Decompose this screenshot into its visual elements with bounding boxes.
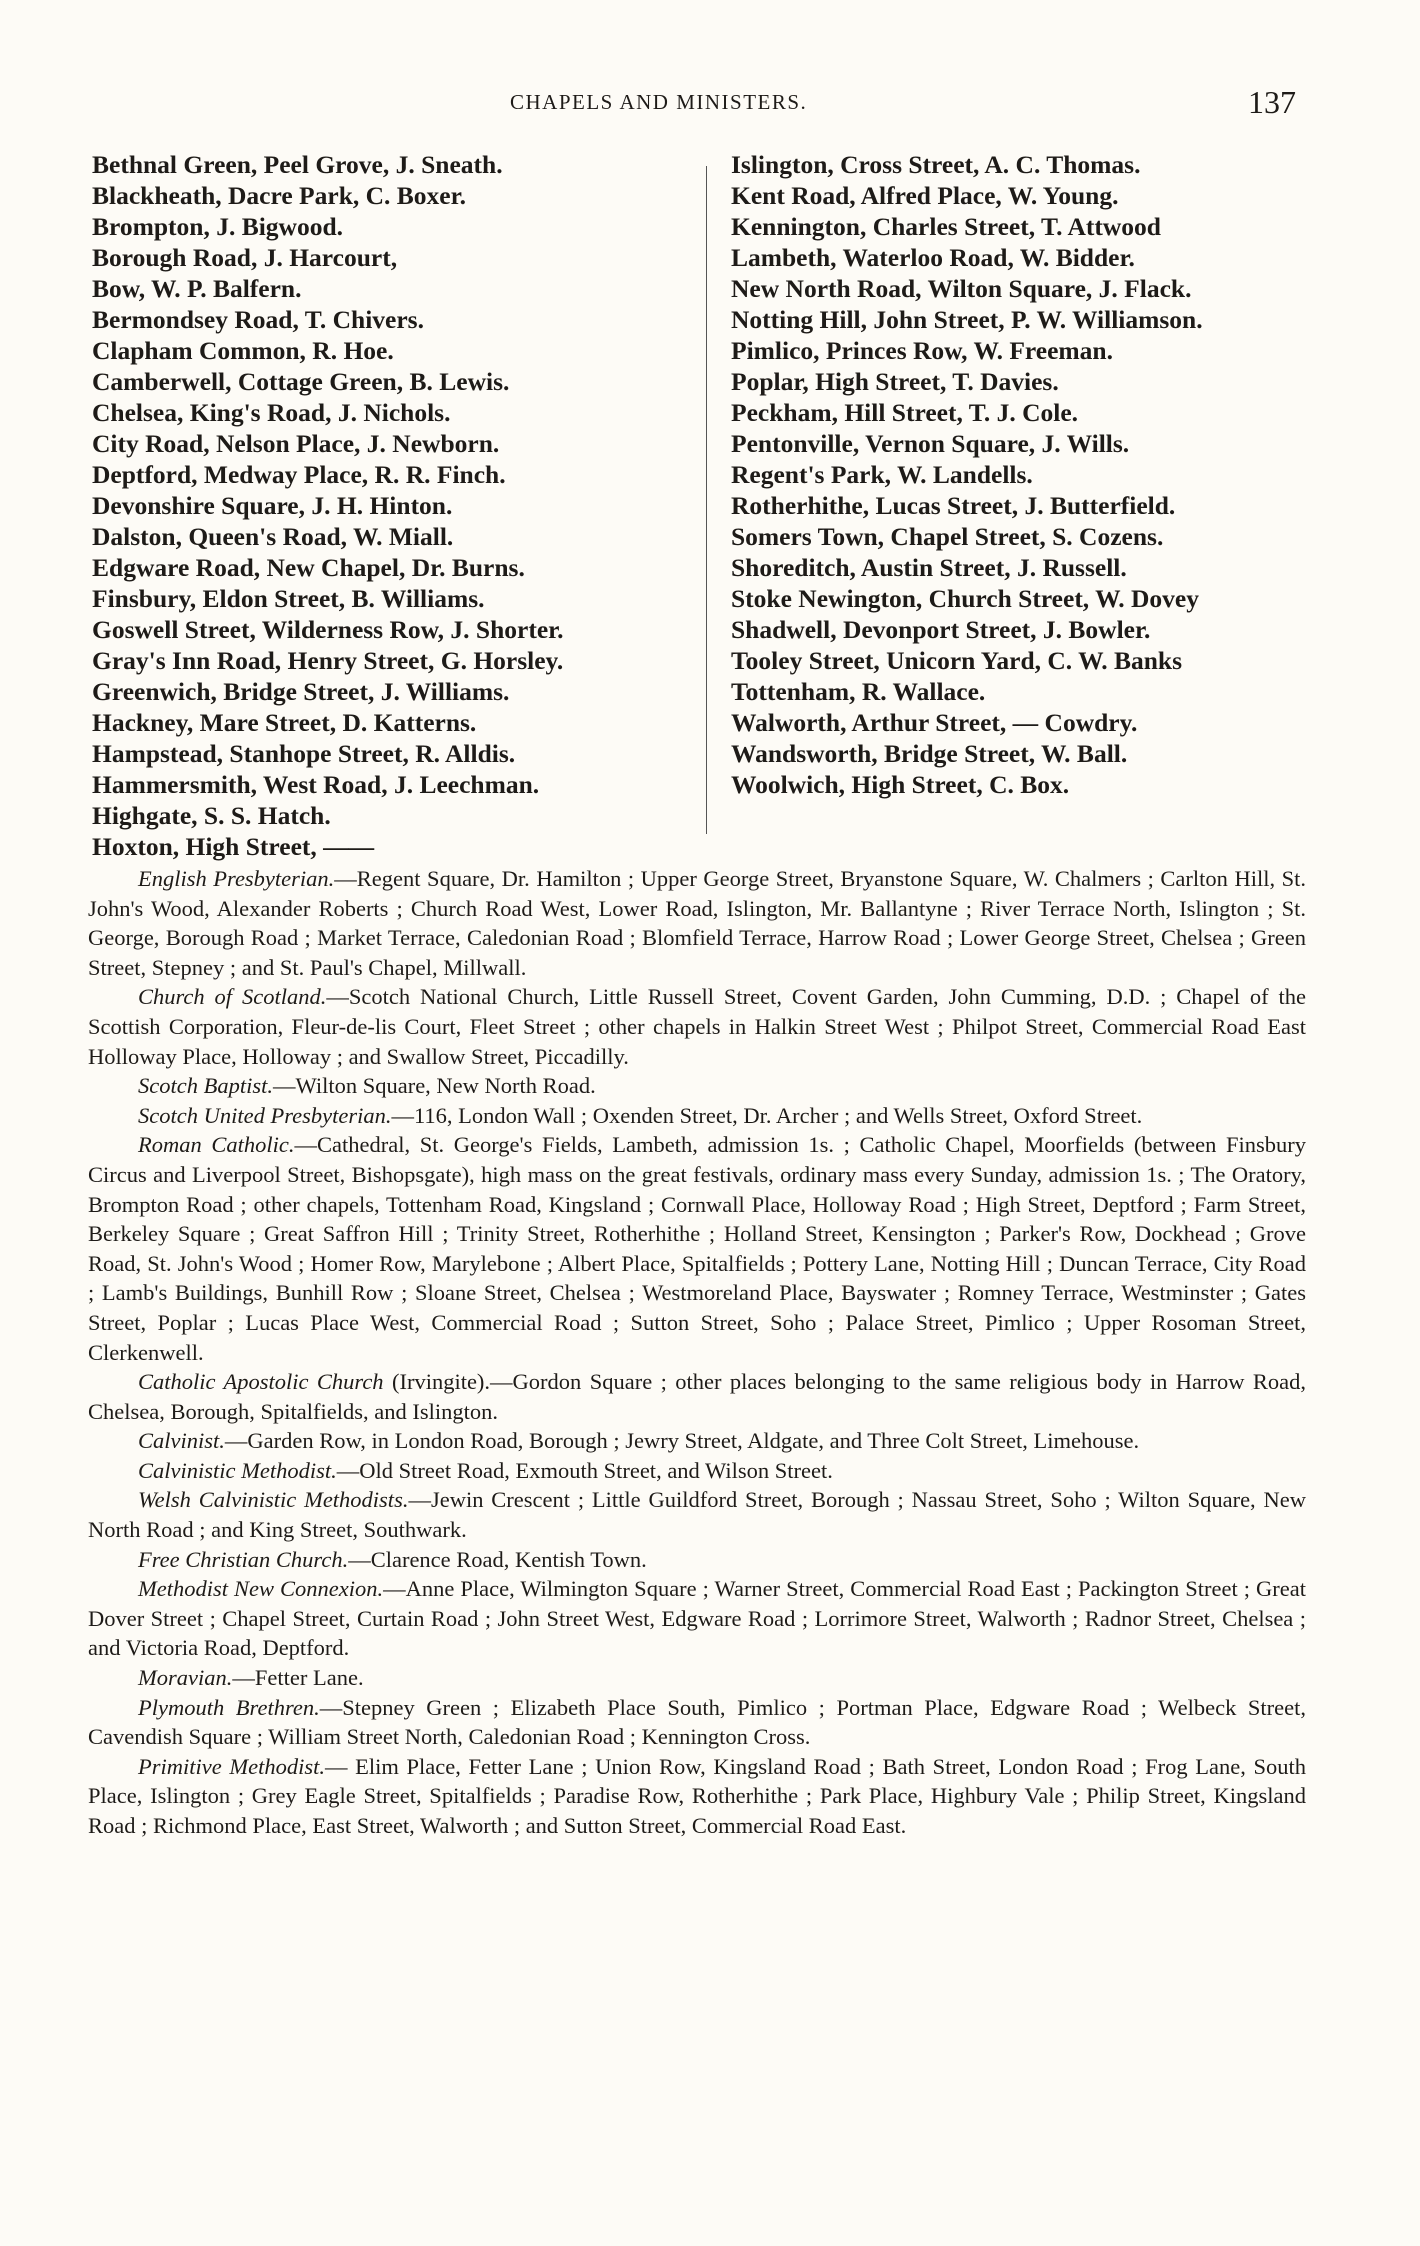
chapel-entry: Poplar, High Street, T. Davies.	[731, 367, 1059, 396]
chapel-entry: Kent Road, Alfred Place, W. Young.	[731, 181, 1119, 210]
page-number: 137	[1248, 84, 1296, 120]
denomination-locations: — Elim Place, Fetter Lane ; Union Row, Kingsland Road ; Bath Street, London Road ; Frog Lane, South Place, Islington ; Grey Eagle Street, Spitalfields ; Paradise Row, Rotherhithe ; Park Place, Highbury Vale ; Philip Street, Kingsland Road ; Richmond Place, East Street, Walworth ; and Sutton Street, Commercial Road East.	[88, 1753, 1306, 1838]
chapel-entry: Camberwell, Cottage Green, B. Lewis.	[92, 367, 510, 396]
chapel-entry: Stoke Newington, Church Street, W. Dovey	[731, 584, 1199, 613]
chapel-entry: Goswell Street, Wilderness Row, J. Shorter.	[92, 615, 564, 644]
chapel-entry: Bethnal Green, Peel Grove, J. Sneath.	[92, 150, 503, 179]
chapel-entry: Brompton, J. Bigwood.	[92, 212, 344, 241]
denomination-locations: —Fetter Lane.	[232, 1665, 364, 1691]
left-chapel-list	[92, 149, 687, 862]
chapel-entry: Woolwich, High Street, C. Box.	[731, 770, 1070, 799]
chapel-entry: Tottenham, R. Wallace.	[731, 677, 986, 706]
chapel-entry: Devonshire Square, J. H. Hinton.	[92, 491, 453, 520]
denomination-paragraph	[88, 864, 1306, 982]
denomination-paragraph	[88, 1456, 1306, 1486]
denomination-paragraph	[88, 1101, 1306, 1131]
denomination-name: Primitive Methodist.	[138, 1753, 325, 1779]
chapel-entry: Pimlico, Princes Row, W. Freeman.	[731, 336, 1113, 365]
denomination-paragraph	[88, 1426, 1306, 1456]
denomination-locations: —Stepney Green ; Elizabeth Place South, Pimlico ; Portman Place, Edgware Road ; Welbeck Street, Cavendish Square ; William Street North, Caledonian Road ; Kennington Cross.	[88, 1694, 1306, 1750]
chapel-entry: Chelsea, King's Road, J. Nichols.	[92, 398, 451, 427]
denomination-locations: —Clarence Road, Kentish Town.	[348, 1546, 647, 1572]
denomination-locations: —Regent Square, Dr. Hamilton ; Upper George Street, Bryanstone Square, W. Chalmers ; Carlton Hill, St. John's Wood, Alexander Roberts ; Church Road West, Lower Road, Islington, Mr. Ballantyne ; River Terrace North, Islington ; St. George, Borough Road ; Market Terrace, Caledonian Road ; Blomfield Terrace, Harrow Road ; Lower George Street, Chelsea ; Green Street, Stepney ; and St. Paul's Chapel, Millwall.	[88, 866, 1306, 980]
denomination-name: Welsh Calvinistic Methodists.	[138, 1487, 409, 1513]
chapel-entry: Hoxton, High Street, ——	[92, 832, 375, 861]
denomination-paragraph	[88, 1367, 1306, 1426]
chapel-entry: Pentonville, Vernon Square, J. Wills.	[731, 429, 1130, 458]
denomination-paragraph	[88, 1693, 1306, 1752]
chapel-entry: Dalston, Queen's Road, W. Miall.	[92, 522, 454, 551]
chapel-entry: Hammersmith, West Road, J. Leechman.	[92, 770, 540, 799]
chapel-entry: Hackney, Mare Street, D. Katterns.	[92, 708, 477, 737]
denomination-locations: —116, London Wall ; Oxenden Street, Dr. Archer ; and Wells Street, Oxford Street.	[391, 1102, 1143, 1128]
denomination-locations: (Irvingite).—Gordon Square ; other places belonging to the same religious body in Harrow Road, Chelsea, Borough, Spitalfields, and Islington.	[88, 1369, 1307, 1424]
chapel-entry: Notting Hill, John Street, P. W. Williamson.	[731, 305, 1203, 334]
chapel-entry: Somers Town, Chapel Street, S. Cozens.	[731, 522, 1164, 551]
chapel-entry: Wandsworth, Bridge Street, W. Ball.	[731, 739, 1128, 768]
denomination-name: Calvinistic Methodist.	[138, 1457, 337, 1483]
denomination-locations: —Old Street Road, Exmouth Street, and Wilson Street.	[336, 1457, 833, 1483]
chapel-entry: Islington, Cross Street, A. C. Thomas.	[731, 150, 1141, 179]
chapel-entry: Hampstead, Stanhope Street, R. Alldis.	[92, 739, 516, 768]
chapel-entry: Shoreditch, Austin Street, J. Russell.	[731, 553, 1127, 582]
right-chapel-list	[731, 149, 1303, 800]
chapel-entry: Blackheath, Dacre Park, C. Boxer.	[92, 181, 466, 210]
denomination-name: English Presbyterian.	[138, 866, 335, 891]
denomination-name: Methodist New Connexion.	[138, 1576, 384, 1602]
denomination-name: Plymouth Brethren.	[138, 1694, 320, 1720]
running-title: CHAPELS AND MINISTERS.	[510, 90, 808, 114]
chapel-entry: Borough Road, J. Harcourt,	[92, 243, 398, 272]
denomination-paragraph	[88, 1663, 1306, 1693]
denomination-paragraph	[88, 1752, 1306, 1841]
chapel-entry: Edgware Road, New Chapel, Dr. Burns.	[92, 553, 525, 582]
chapel-entry: Clapham Common, R. Hoe.	[92, 336, 394, 365]
denominations-list	[88, 864, 1306, 1841]
column-divider	[706, 166, 707, 834]
chapel-entry: Kennington, Charles Street, T. Attwood	[731, 212, 1161, 241]
chapel-entry: City Road, Nelson Place, J. Newborn.	[92, 429, 500, 458]
chapel-entry: Walworth, Arthur Street, — Cowdry.	[731, 708, 1138, 737]
denomination-name: Calvinist.	[138, 1428, 225, 1454]
chapel-entry: Lambeth, Waterloo Road, W. Bidder.	[731, 243, 1135, 272]
denomination-paragraph	[88, 1574, 1306, 1663]
denomination-name: Catholic Apostolic Church	[138, 1369, 384, 1395]
chapel-entry: Rotherhithe, Lucas Street, J. Butterfield.	[731, 491, 1176, 520]
chapel-entry: Tooley Street, Unicorn Yard, C. W. Banks	[731, 646, 1183, 675]
chapel-entry: Greenwich, Bridge Street, J. Williams.	[92, 677, 510, 706]
denomination-locations: —Jewin Crescent ; Little Guildford Street, Borough ; Nassau Street, Soho ; Wilton Square, New North Road ; and King Street, Southwark.	[88, 1487, 1306, 1543]
chapel-entry: Bow, W. P. Balfern.	[92, 274, 302, 303]
denomination-paragraph	[88, 1130, 1306, 1367]
denomination-locations: —Cathedral, St. George's Fields, Lambeth, admission 1s. ; Catholic Chapel, Moorfields (between Finsbury Circus and Liverpool Street, Bishopsgate), high mass on the great festivals, ordinary mass every Sunday, admission 1s. ; The Oratory, Brompton Road ; other chapels, Tottenham Road, Kingsland ; Cornwall Place, Holloway Road ; High Street, Deptford ; Farm Street, Berkeley Square ; Great Saffron Hill ; Trinity Street, Rotherhithe ; Holland Street, Kensington ; Parker's Row, Dockhead ; Grove Road, St. John's Wood ; Homer Row, Marylebone ; Albert Place, Spitalfields ; Pottery Lane, Notting Hill ; Duncan Terrace, City Road ; Lamb's Buildings, Bunhill Row ; Sloane Street, Chelsea ; Westmoreland Place, Bayswater ; Romney Terrace, Westminster ; Gates Street, Poplar ; Lucas Place West, Commercial Road ; Sutton Street, Soho ; Palace Street, Pimlico ; Upper Rosoman Street, Clerkenwell.	[88, 1132, 1306, 1365]
denomination-locations: —Wilton Square, New North Road.	[272, 1073, 596, 1099]
denomination-locations: —Garden Row, in London Road, Borough ; Jewry Street, Aldgate, and Three Colt Street, Limehouse.	[224, 1428, 1140, 1454]
denomination-locations: —Anne Place, Wilmington Square ; Warner Street, Commercial Road East ; Packington Street ; Great Dover Street ; Chapel Street, Curtain Road ; John Street West, Edgware Road ; Lorrimore Street, Walworth ; Radnor Street, Chelsea ; and Victoria Road, Deptford.	[88, 1576, 1306, 1661]
chapel-entry: Peckham, Hill Street, T. J. Cole.	[731, 398, 1079, 427]
denomination-paragraph	[88, 1485, 1306, 1544]
page-header	[0, 84, 1420, 124]
chapel-entry: Finsbury, Eldon Street, B. Williams.	[92, 584, 485, 613]
chapel-entry: Gray's Inn Road, Henry Street, G. Horsley.	[92, 646, 564, 675]
chapel-entry: New North Road, Wilton Square, J. Flack.	[731, 274, 1192, 303]
denomination-name: Church of Scotland.	[138, 984, 327, 1010]
denomination-name: Scotch Baptist.	[138, 1073, 273, 1099]
chapel-entry: Regent's Park, W. Landells.	[731, 460, 1033, 489]
denomination-paragraph	[88, 1545, 1306, 1575]
chapel-entry: Deptford, Medway Place, R. R. Finch.	[92, 460, 506, 489]
denomination-paragraph	[88, 982, 1306, 1071]
denomination-locations: —Scotch National Church, Little Russell Street, Covent Garden, John Cumming, D.D. ; Chapel of the Scottish Corporation, Fleur-de-lis Court, Fleet Street ; other chapels in Halkin Street West ; Philpot Street, Commercial Road East Holloway Place, Holloway ; and Swallow Street, Piccadilly.	[88, 984, 1306, 1069]
denomination-name: Scotch United Presbyterian.	[138, 1102, 392, 1128]
denomination-name: Free Christian Church.	[138, 1546, 349, 1572]
chapel-entry: Bermondsey Road, T. Chivers.	[92, 305, 424, 334]
chapel-entry: Shadwell, Devonport Street, J. Bowler.	[731, 615, 1151, 644]
denomination-paragraph	[88, 1071, 1306, 1101]
denomination-name: Moravian.	[138, 1665, 233, 1691]
chapel-entry: Highgate, S. S. Hatch.	[92, 801, 331, 830]
denomination-name: Roman Catholic.	[138, 1132, 295, 1158]
